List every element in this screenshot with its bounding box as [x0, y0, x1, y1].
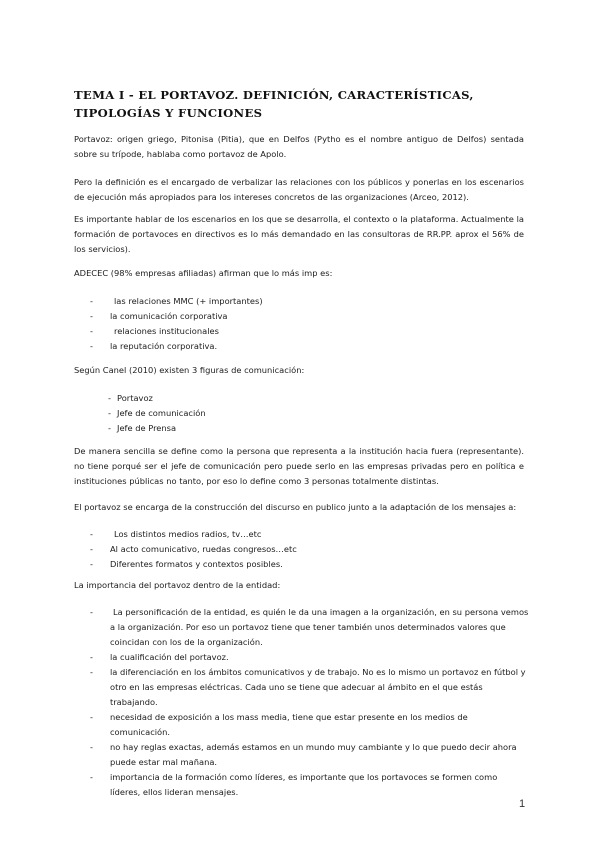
list-figuras: [108, 391, 408, 436]
list-item: - Portavoz: [108, 391, 408, 406]
paragraph-definition: Pero la definición es el encargado de verbalizar las relaciones con los públicos y ponerlas en los escenarios de ejecución más apropiados para los intereses concretos de las organizaciones (Arceo, 2012).: [74, 177, 524, 202]
list-adecec: [90, 294, 510, 354]
list-dash: -: [90, 667, 93, 677]
paragraph-representative: De manera sencilla se define como la persona que representa a la institución hacia fuera (representante). no tiene porqué ser el jefe de comunicación pero puede serlo en las empresas privadas pero en política e instituciones públicas no tanto, por eso lo define como 3 personas totalmente distintas.: [74, 446, 524, 486]
list-dash: -: [108, 393, 111, 403]
list-dash: -: [90, 712, 93, 722]
list-item: - Jefe de comunicación: [108, 406, 408, 421]
list-item: - importancia de la formación como líderes, es importante que los portavoces se formen como líderes, ellos lideran mensajes.: [90, 772, 498, 797]
list-item: - la reputación corporativa.: [90, 339, 510, 354]
paragraph-importance: La importancia del portavoz dentro de la entidad:: [74, 580, 281, 590]
list-dash: -: [90, 341, 93, 351]
list-dash: -: [90, 544, 93, 554]
list-dash: -: [108, 408, 111, 418]
list-importancia: [90, 605, 530, 800]
paragraph-adecec: ADECEC (98% empresas afiliadas) afirman que lo más imp es:: [74, 268, 333, 278]
list-adaptacion: [90, 527, 510, 572]
page-title: TEMA I - EL PORTAVOZ. DEFINICIÓN, CARACTERÍSTICAS, TIPOLOGÍAS Y FUNCIONES: [74, 88, 474, 120]
paragraph-discourse: El portavoz se encarga de la construcción del discurso en publico junto a la adaptación de los mensajes a:: [74, 502, 517, 512]
list-item: - Al acto comunicativo, ruedas congresos…etc: [90, 542, 510, 557]
list-dash: -: [90, 529, 93, 539]
list-dash: -: [90, 652, 93, 662]
list-dash: -: [108, 423, 111, 433]
list-item: - Jefe de Prensa: [108, 421, 408, 436]
list-item: - la diferenciación en los ámbitos comunicativos y de trabajo. No es lo mismo un portavoz en fútbol y otro en las empresas eléctricas. Cada uno se tiene que adecuar al ámbito en el que estás trabajando.: [90, 667, 526, 707]
list-item: - Los distintos medios radios, tv…etc: [90, 527, 510, 542]
list-item: - La personificación de la entidad, es quién le da una imagen a la organización, en su persona vemos a la organización. Por eso un portavoz tiene que tener también unos determinados valores que coincidan con los de la organización.: [90, 607, 529, 647]
list-dash: -: [90, 607, 93, 617]
paragraph-scenarios: Es importante hablar de los escenarios en los que se desarrolla, el contexto o la plataforma. Actualmente la formación de portavoces en directivos es lo más demandado en las consultoras de RR.PP. aprox el 56% de los servicios).: [74, 214, 524, 254]
paragraph-origin: Portavoz: origen griego, Pitonisa (Pitia), que en Delfos (Pytho es el nombre antiguo de Delfos) sentada sobre su trípode, hablaba como portavoz de Apolo.: [74, 134, 524, 159]
list-dash: -: [90, 326, 93, 336]
list-item: - la cualificación del portavoz.: [90, 650, 530, 665]
list-item: - no hay reglas exactas, además estamos en un mundo muy cambiante y lo que puedo decir ahora puede estar mal mañana.: [90, 742, 517, 767]
list-item: - las relaciones MMC (+ importantes): [90, 294, 510, 309]
paragraph-canel: Según Canel (2010) existen 3 figuras de comunicación:: [74, 365, 305, 375]
list-item: - relaciones institucionales: [90, 324, 510, 339]
list-dash: -: [90, 742, 93, 752]
list-dash: -: [90, 311, 93, 321]
list-item: - Diferentes formatos y contextos posibles.: [90, 557, 510, 572]
page-number: 1: [519, 798, 526, 810]
list-item: - la comunicación corporativa: [90, 309, 510, 324]
list-item: - necesidad de exposición a los mass media, tiene que estar presente en los medios de comunicación.: [90, 712, 468, 737]
list-dash: -: [90, 296, 93, 306]
list-dash: -: [90, 559, 93, 569]
list-dash: -: [90, 772, 93, 782]
